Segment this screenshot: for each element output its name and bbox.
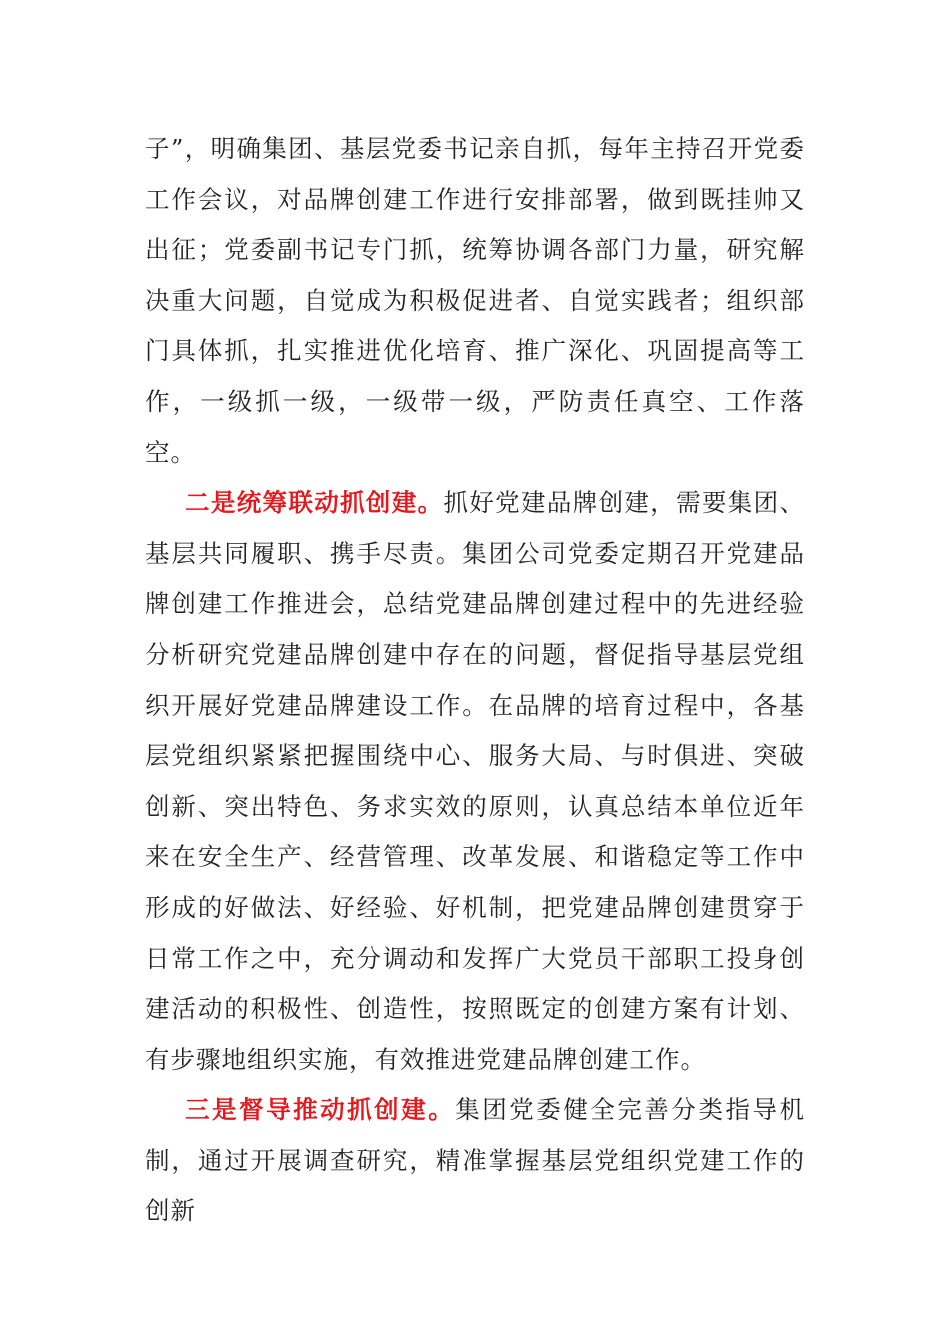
paragraph-2-text: 抓好党建品牌创建，需要集团、基层共同履职、携手尽责。集团公司党委定期召开党建品牌创建工作推进会，总结党建品牌创建过程中的先进经验分析研究党建品牌创建中存在的问题，督促指导基层党组织开展好党建品牌建设工作。在品牌的培育过程中，各基层党组织紧紧把握围绕中心、服务大局、与时俱进、突破创新、突出特色、务求实效的原则，认真总结本单位近年来在安全生产、经营管理、改革发展、和谐稳定等工作中形成的好做法、好经验、好机制，把党建品牌创建贯穿于日常工作之中，充分调动和发挥广大党员干部职工投身创建活动的积极性、创造性，按照既定的创建方案有计划、有步骤地组织实施，有效推进党建品牌创建工作。 bbox=[145, 488, 806, 1074]
document-page bbox=[145, 124, 805, 1237]
paragraph-3-text: 集团党委健全完善分类指导机制，通过开展调查研究，精准掌握基层党组织党建工作的创新 bbox=[145, 1095, 806, 1226]
paragraph-1 bbox=[145, 124, 805, 478]
paragraph-3 bbox=[145, 1085, 805, 1237]
paragraph-2 bbox=[145, 478, 805, 1085]
paragraph-2-lead: 二是统筹联动抓创建。 bbox=[185, 488, 444, 518]
paragraph-1-text: 子”，明确集团、基层党委书记亲自抓，每年主持召开党委工作会议，对品牌创建工作进行安排部署，做到既挂帅又出征；党委副书记专门抓，统筹协调各部门力量，研究解决重大问题，自觉成为积极促进者、自觉实践者；组织部门具体抓，扎实推进优化培育、推广深化、巩固提高等工作，一级抓一级，一级带一级，严防责任真空、工作落空。 bbox=[145, 134, 805, 467]
paragraph-3-lead: 三是督导推动抓创建。 bbox=[185, 1095, 456, 1125]
